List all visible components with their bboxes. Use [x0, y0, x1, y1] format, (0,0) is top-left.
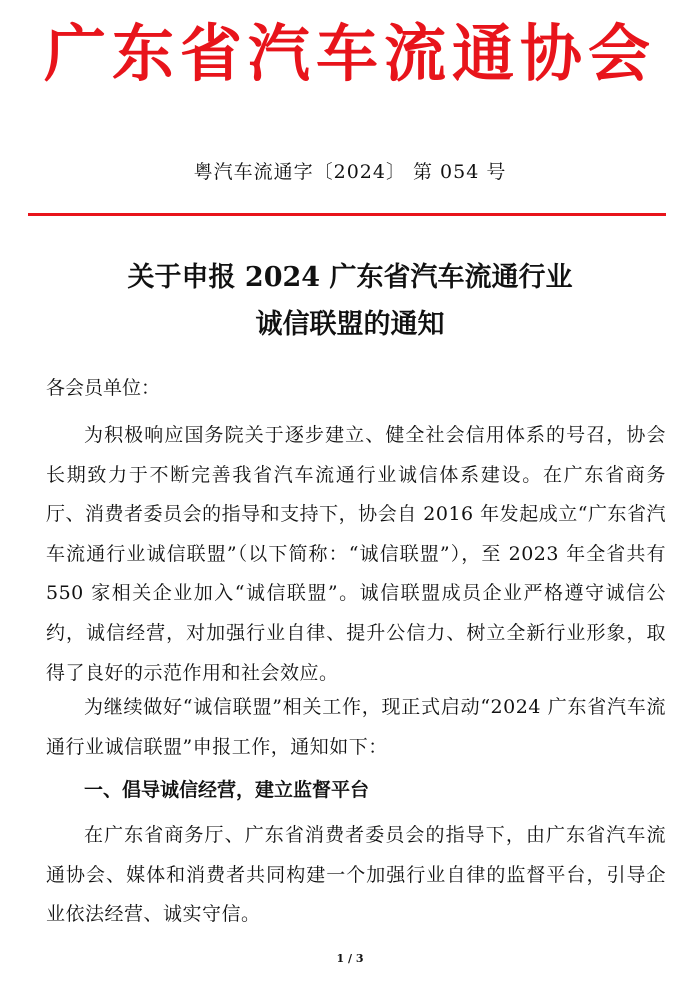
page-number: 1 / 3: [336, 952, 364, 965]
body-paragraph-1: 为积极响应国务院关于逐步建立、健全社会信用体系的号召，协会长期致力于不断完善我省汽车流通行业诚信体系建设。在广东省商务厅、消费者委员会的指导和支持下，协会自 2016 年发起成立“广东省汽车流通行业诚信联盟”（以下简称：“诚信联盟”），至 2023 年全省共有 550 家相关企业加入“诚信联盟”。诚信联盟成员企业严格遵守诚信公约，诚信经营，对加强行业自律、提升公信力、树立全新行业形象，取得了良好的示范作用和社会效应。: [46, 424, 666, 684]
notice-title-line-2: 诚信联盟的通知: [255, 309, 445, 340]
notice-title-line-1: 关于申报 2024 广东省汽车流通行业: [127, 262, 573, 293]
letterhead-divider: [28, 213, 666, 216]
letterhead-org-name: 广东省汽车流通协会: [43, 17, 656, 90]
body-paragraph-2: 为继续做好“诚信联盟”相关工作，现正式启动“2024 广东省汽车流通行业诚信联盟”申报工作，通知如下：: [46, 696, 666, 758]
section-1-body: 在广东省商务厅、广东省消费者委员会的指导下，由广东省汽车流通协会、媒体和消费者共同构建一个加强行业自律的监督平台，引导企业依法经营、诚实守信。: [46, 824, 666, 926]
document-number: 粤汽车流通字〔2024〕 第 054 号: [193, 161, 507, 183]
salutation: 各会员单位：: [46, 377, 161, 399]
section-1-heading: 一、倡导诚信经营，建立监督平台: [84, 779, 370, 801]
